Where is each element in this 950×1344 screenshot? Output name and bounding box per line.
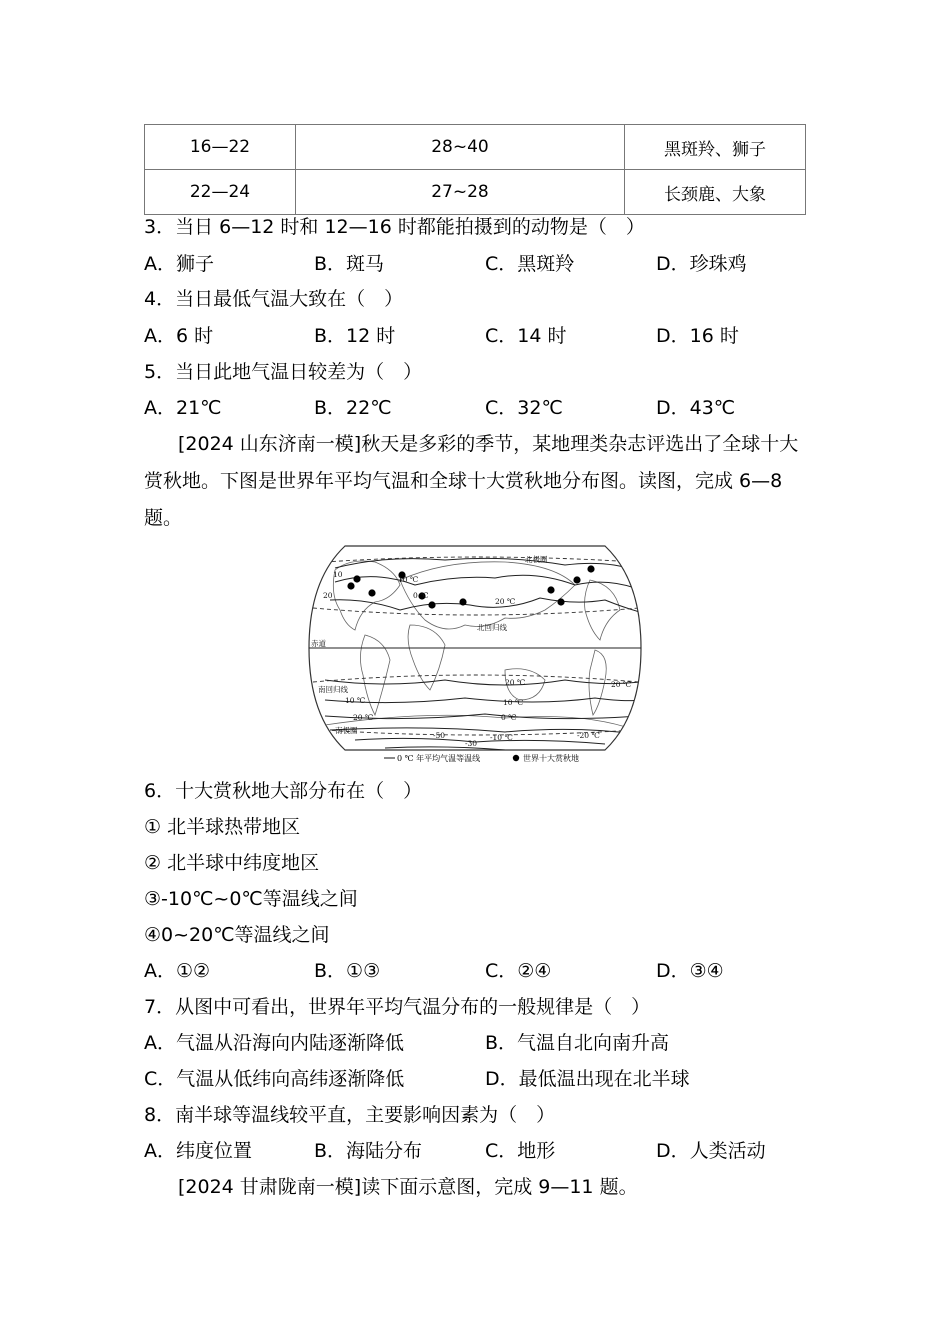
question-8-stem: 8．南半球等温线较平直，主要影响因素为（ ） bbox=[144, 1104, 556, 1126]
isotherm-label: -20 ℃ bbox=[577, 731, 600, 740]
question-8-option-b[interactable]: B．海陆分布 bbox=[314, 1140, 423, 1162]
isotherm-label: 10 ℃ bbox=[345, 696, 366, 705]
world-temperature-map bbox=[305, 540, 645, 766]
question-3-option-d[interactable]: D．珍珠鸡 bbox=[656, 253, 747, 275]
autumn-spot bbox=[459, 598, 466, 605]
question-6-option-a[interactable]: A．①② bbox=[144, 960, 211, 982]
isotherm-label: 10 ℃ bbox=[503, 698, 524, 707]
question-7-option-b[interactable]: B．气温自北向南升高 bbox=[485, 1032, 670, 1054]
isotherm-label: -30 bbox=[465, 739, 478, 748]
map-legend bbox=[384, 753, 579, 763]
question-7-option-a[interactable]: A．气温从沿海向内陆逐渐降低 bbox=[144, 1032, 404, 1054]
isotherm-label: 20 ℃ bbox=[611, 680, 632, 689]
equator-label: 赤道 bbox=[311, 639, 326, 648]
autumn-spot bbox=[547, 586, 554, 593]
question-4-option-a[interactable]: A．6 时 bbox=[144, 325, 214, 347]
question-5-option-d[interactable]: D．43℃ bbox=[656, 397, 736, 419]
question-6-item-2: ② 北半球中纬度地区 bbox=[144, 852, 320, 874]
isotherm-label: 10 bbox=[333, 570, 343, 579]
question-5-option-c[interactable]: C．32℃ bbox=[485, 397, 563, 419]
table-cell: 黑斑羚、狮子 bbox=[625, 125, 806, 170]
autumn-spot-legend-icon bbox=[513, 755, 519, 761]
autumn-spot bbox=[347, 582, 354, 589]
autumn-spot bbox=[368, 589, 375, 596]
question-3-stem: 3．当日 6—12 时和 12—16 时都能拍摄到的动物是（ ） bbox=[144, 216, 645, 238]
autumn-spot bbox=[587, 565, 594, 572]
question-5-option-b[interactable]: B．22℃ bbox=[314, 397, 392, 419]
autumn-spot bbox=[557, 598, 564, 605]
autumn-spot bbox=[428, 601, 435, 608]
intro-paragraph-1: [2024 山东济南一模]秋天是多彩的季节，某地理类杂志评选出了全球十大赏秋地。下图是世界年平均气温和全球十大赏秋地分布图。读图，完成 6—8 题。 bbox=[144, 433, 799, 529]
autumn-spot bbox=[353, 575, 360, 582]
question-8-option-c[interactable]: C．地形 bbox=[485, 1140, 556, 1162]
table-row bbox=[145, 125, 806, 170]
question-7-stem: 7．从图中可看出，世界年平均气温分布的一般规律是（ ） bbox=[144, 996, 651, 1018]
autumn-spot bbox=[573, 576, 580, 583]
question-5-stem: 5．当日此地气温日较差为（ ） bbox=[144, 361, 423, 383]
data-table bbox=[144, 124, 806, 215]
question-6-option-b[interactable]: B．①③ bbox=[314, 960, 381, 982]
isotherm-label: 10 ℃ bbox=[398, 575, 419, 584]
question-4-option-c[interactable]: C．14 时 bbox=[485, 325, 567, 347]
intro-paragraph-2: [2024 甘肃陇南一模]读下面示意图，完成 9—11 题。 bbox=[178, 1176, 638, 1198]
table-row bbox=[145, 170, 806, 215]
question-6-item-1: ① 北半球热带地区 bbox=[144, 816, 301, 838]
question-6-item-3: ③-10℃~0℃等温线之间 bbox=[144, 888, 358, 910]
question-6-stem: 6．十大赏秋地大部分布在（ ） bbox=[144, 780, 423, 802]
table-cell: 长颈鹿、大象 bbox=[625, 170, 806, 215]
table-cell: 22—24 bbox=[145, 170, 296, 215]
question-7-option-c[interactable]: C．气温从低纬向高纬逐渐降低 bbox=[144, 1068, 405, 1090]
question-8-option-a[interactable]: A．纬度位置 bbox=[144, 1140, 252, 1162]
isotherm-label: -10 ℃ bbox=[490, 733, 513, 742]
isotherm-legend-label: 0 ℃ 年平均气温等温线 bbox=[397, 754, 481, 763]
isotherm-label: 20 ℃ bbox=[505, 678, 526, 687]
isotherm-label: 0 ℃ bbox=[501, 713, 517, 722]
question-4-option-b[interactable]: B．12 时 bbox=[314, 325, 396, 347]
table-cell: 27~28 bbox=[296, 170, 625, 215]
isotherm-label: 0 ℃ bbox=[413, 591, 429, 600]
autumn-spot-legend-label: 世界十大赏秋地 bbox=[523, 754, 579, 763]
question-7-option-d[interactable]: D．最低温出现在北半球 bbox=[485, 1068, 690, 1090]
question-3-option-a[interactable]: A．狮子 bbox=[144, 253, 214, 275]
question-5-option-a[interactable]: A．21℃ bbox=[144, 397, 222, 419]
question-3-option-b[interactable]: B．斑马 bbox=[314, 253, 385, 275]
antarctic-circle-label: 南极圈 bbox=[335, 726, 358, 735]
arctic-circle-label: 北极圈 bbox=[525, 555, 548, 564]
isotherm-label: 20 bbox=[323, 591, 333, 600]
tropic-of-cancer-label: 北回归线 bbox=[477, 623, 507, 632]
question-6-option-d[interactable]: D．③④ bbox=[656, 960, 724, 982]
question-6-option-c[interactable]: C．②④ bbox=[485, 960, 552, 982]
question-8-option-d[interactable]: D．人类活动 bbox=[656, 1140, 766, 1162]
isotherm-label: -50 bbox=[433, 731, 446, 740]
table-cell: 16—22 bbox=[145, 125, 296, 170]
tropic-of-capricorn-label: 南回归线 bbox=[318, 685, 348, 694]
question-6-item-4: ④0~20℃等温线之间 bbox=[144, 924, 330, 946]
isotherm-label: 20 ℃ bbox=[495, 597, 516, 606]
table-cell: 28~40 bbox=[296, 125, 625, 170]
question-4-stem: 4．当日最低气温大致在（ ） bbox=[144, 288, 404, 310]
question-3-option-c[interactable]: C．黑斑羚 bbox=[485, 253, 575, 275]
isotherm-label: 20 ℃ bbox=[353, 713, 374, 722]
question-4-option-d[interactable]: D．16 时 bbox=[656, 325, 739, 347]
